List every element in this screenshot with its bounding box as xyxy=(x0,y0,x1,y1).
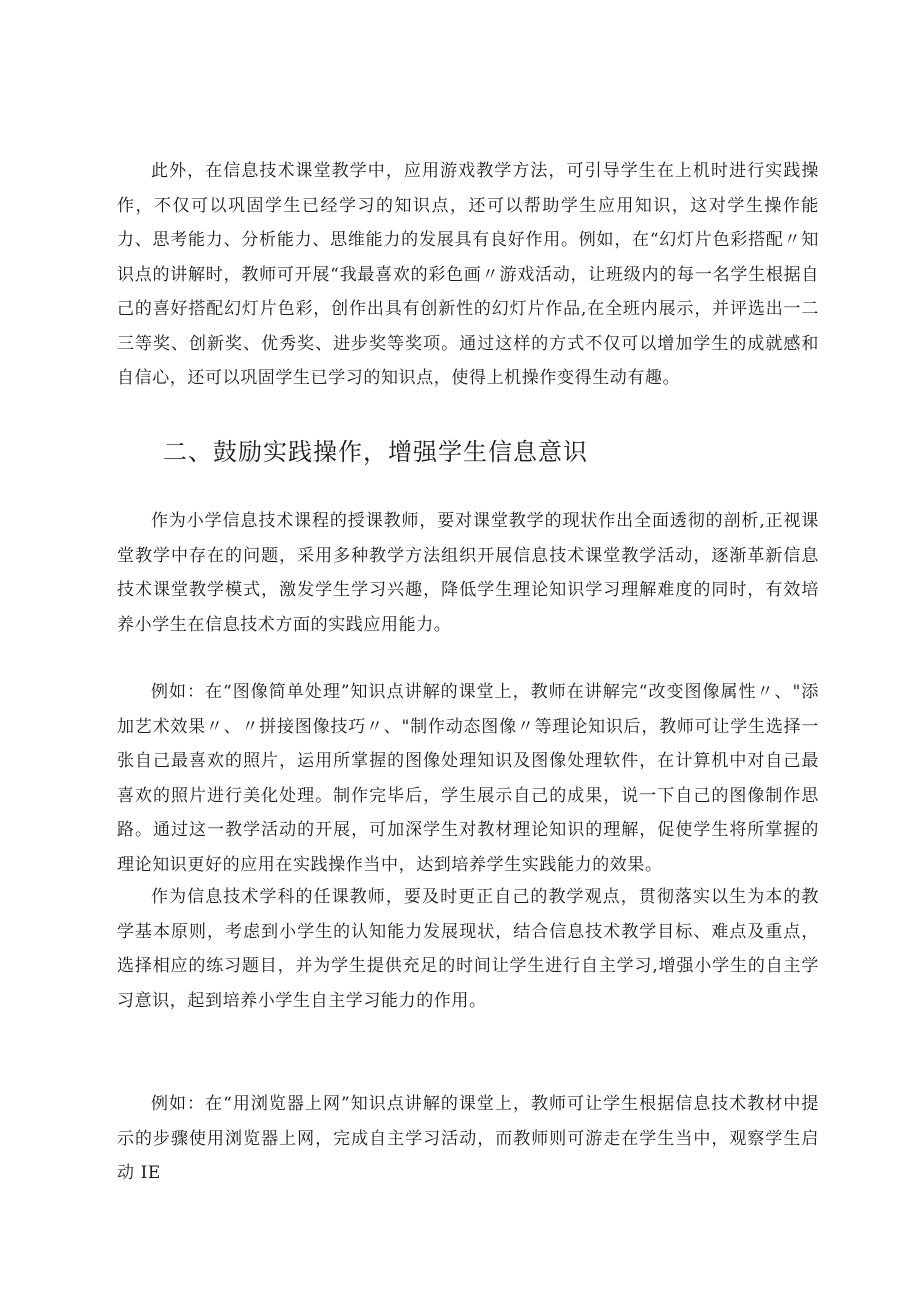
paragraph-browser-example: 例如：在“用浏览器上网”知识点讲解的课堂上，教师可让学生根据信息技术教材中提示的步骤使用浏览器上网，完成自主学习活动，而教师则可游走在学生当中，观察学生启动 IE xyxy=(117,1094,819,1183)
section-heading: 二、鼓励实践操作，增强学生信息意识 xyxy=(163,438,588,466)
paragraph-teacher-role: 作为小学信息技术课程的授课教师，要对课堂教学的现状作出全面透彻的剖析,正视课堂教学中存在的问题，采用多种教学方法组织开展信息技术课堂教学活动，逐渐革新信息技术课堂教学模式，激发学生学习兴趣，降低学生理论知识学习理解难度的同时，有效培养小学生在信息技术方面的实践应用能力。 xyxy=(117,511,819,635)
paragraph-image-processing-example: 例如：在“图像简单处理”知识点讲解的课堂上，教师在讲解完“改变图像属性〃、"添加艺术效果〃、〃拼接图像技巧〃、"制作动态图像〃等理论知识后，教师可让学生选择一张自己最喜欢的照片，运用所掌握的图像处理知识及图像处理软件，在计算机中对自己最喜欢的照片进行美化处理。制作完毕后，学生展示自己的成果，说一下自己的图像制作思路。通过这一教学活动的开展，可加深学生对教材理论知识的理解，促使学生将所掌握的理论知识更好的应用在实践操作当中，达到培养学生实践能力的效果。 xyxy=(117,682,819,875)
paragraph-self-learning: 作为信息技术学科的任课教师，要及时更正自己的教学观点，贯彻落实以生为本的教学基本原则，考虑到小学生的认知能力发展现状，结合信息技术教学目标、难点及重点，选择相应的练习题目，并为学生提供充足的时间让学生进行自主学习,增强小学生的自主学习意识，起到培养小学生自主学习能力的作用。 xyxy=(117,887,819,1011)
paragraph-game-teaching: 此外，在信息技术课堂教学中，应用游戏教学方法，可引导学生在上机时进行实践操作，不仅可以巩固学生已经学习的知识点，还可以帮助学生应用知识，这对学生操作能力、思考能力、分析能力、思维能力的发展具有良好作用。例如，在“幻灯片色彩搭配〃知识点的讲解时，教师可开展“我最喜欢的彩色画〃游戏活动，让班级内的每一名学生根据自己的喜好搭配幻灯片色彩，创作出具有创新性的幻灯片作品,在全班内展示，并评选出一二三等奖、创新奖、优秀奖、进步奖等奖项。通过这样的方式不仅可以增加学生的成就感和自信心，还可以巩固学生已学习的知识点，使得上机操作变得生动有趣。 xyxy=(117,161,819,388)
